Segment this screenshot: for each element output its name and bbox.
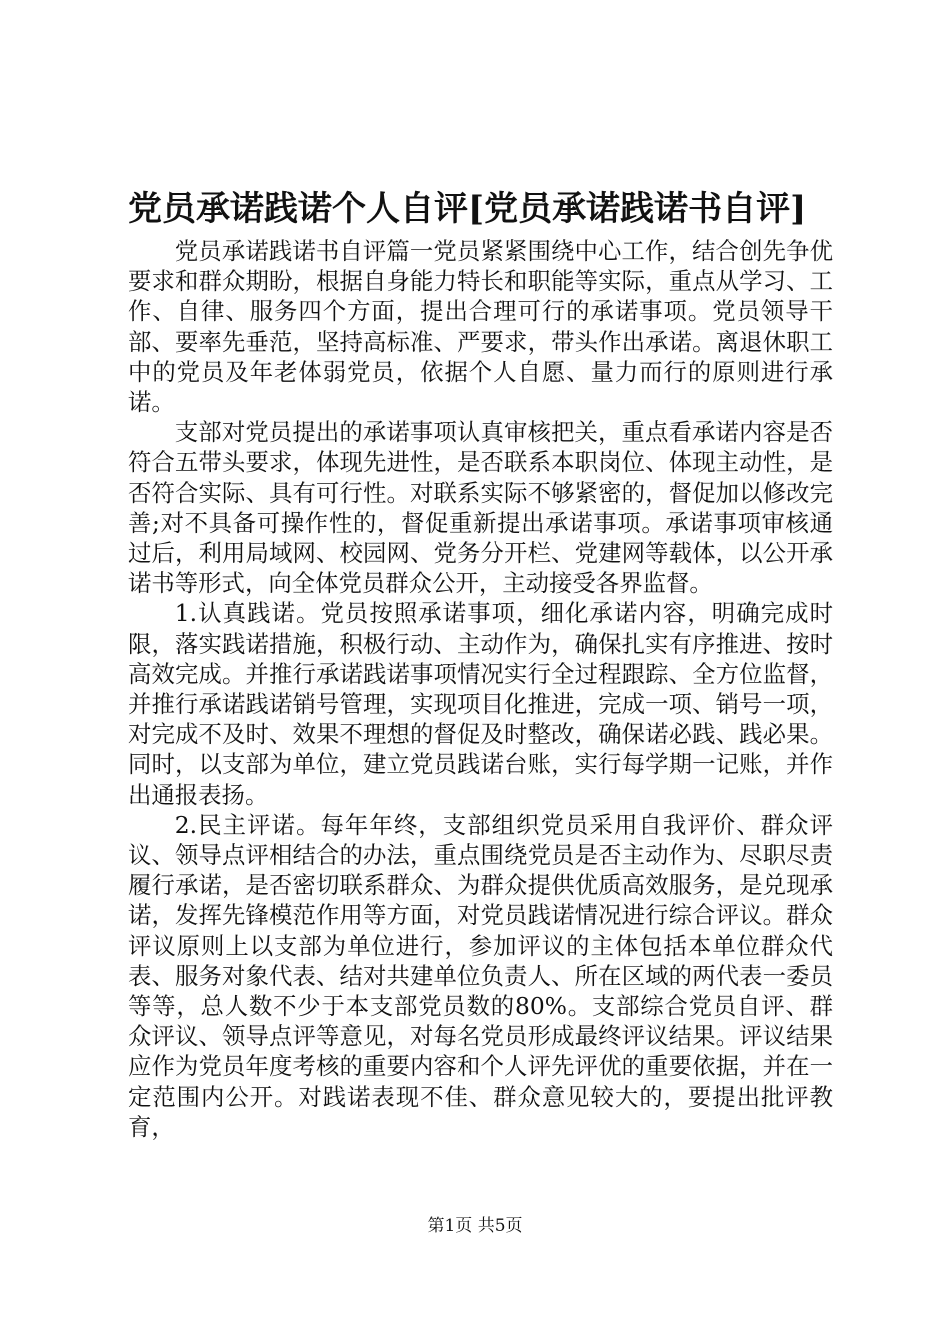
paragraph: 党员承诺践诺书自评篇一党员紧紧围绕中心工作，结合创先争优要求和群众期盼，根据自身能力特长和职能等实际，重点从学习、工作、自律、服务四个方面，提出合理可行的承诺事项。党员领导干部、要率先垂范，坚持高标准、严要求，带头作出承诺。离退休职工中的党员及年老体弱党员，依据个人自愿、量力而行的原则进行承诺。 [128, 237, 833, 417]
paragraph: 支部对党员提出的承诺事项认真审核把关，重点看承诺内容是否符合五带头要求，体现先进性，是否联系本职岗位、体现主动性，是否符合实际、具有可行性。对联系实际不够紧密的，督促加以修改完善;对不具备可操作性的，督促重新提出承诺事项。承诺事项审核通过后，利用局域网、校园网、党务分开栏、党建网等载体，以公开承诺书等形式，向全体党员群众公开，主动接受各界监督。 [128, 418, 833, 598]
paragraph: 1.认真践诺。党员按照承诺事项，细化承诺内容，明确完成时限，落实践诺措施，积极行动、主动作为，确保扎实有序推进、按时高效完成。并推行承诺践诺事项情况实行全过程跟踪、全方位监督，并推行承诺践诺销号管理，实现项目化推进，完成一项、销号一项，对完成不及时、效果不理想的督促及时整改，确保诺必践、践必果。同时，以支部为单位，建立党员践诺台账，实行每学期一记账，并作出通报表扬。 [128, 599, 833, 809]
paragraph: 2.民主评诺。每年年终，支部组织党员采用自我评价、群众评议、领导点评相结合的办法，重点围绕党员是否主动作为、尽职尽责履行承诺，是否密切联系群众、为群众提供优质高效服务，是兑现承诺，发挥先锋模范作用等方面，对党员践诺情况进行综合评议。群众评议原则上以支部为单位进行，参加评议的主体包括本单位群众代表、服务对象代表、结对共建单位负责人、所在区域的两代表一委员等等，总人数不少于本支部党员数的80%。支部综合党员自评、群众评议、领导点评等意见，对每名党员形成最终评议结果。评议结果应作为党员年度考核的重要内容和个人评先评优的重要依据，并在一定范围内公开。对践诺表现不佳、群众意见较大的，要提出批评教育， [128, 810, 833, 1141]
document-body [128, 236, 833, 1142]
page-footer: 第1页 共5页 [427, 1216, 523, 1236]
document-title: 党员承诺践诺个人自评[党员承诺践诺书自评] [128, 189, 807, 229]
